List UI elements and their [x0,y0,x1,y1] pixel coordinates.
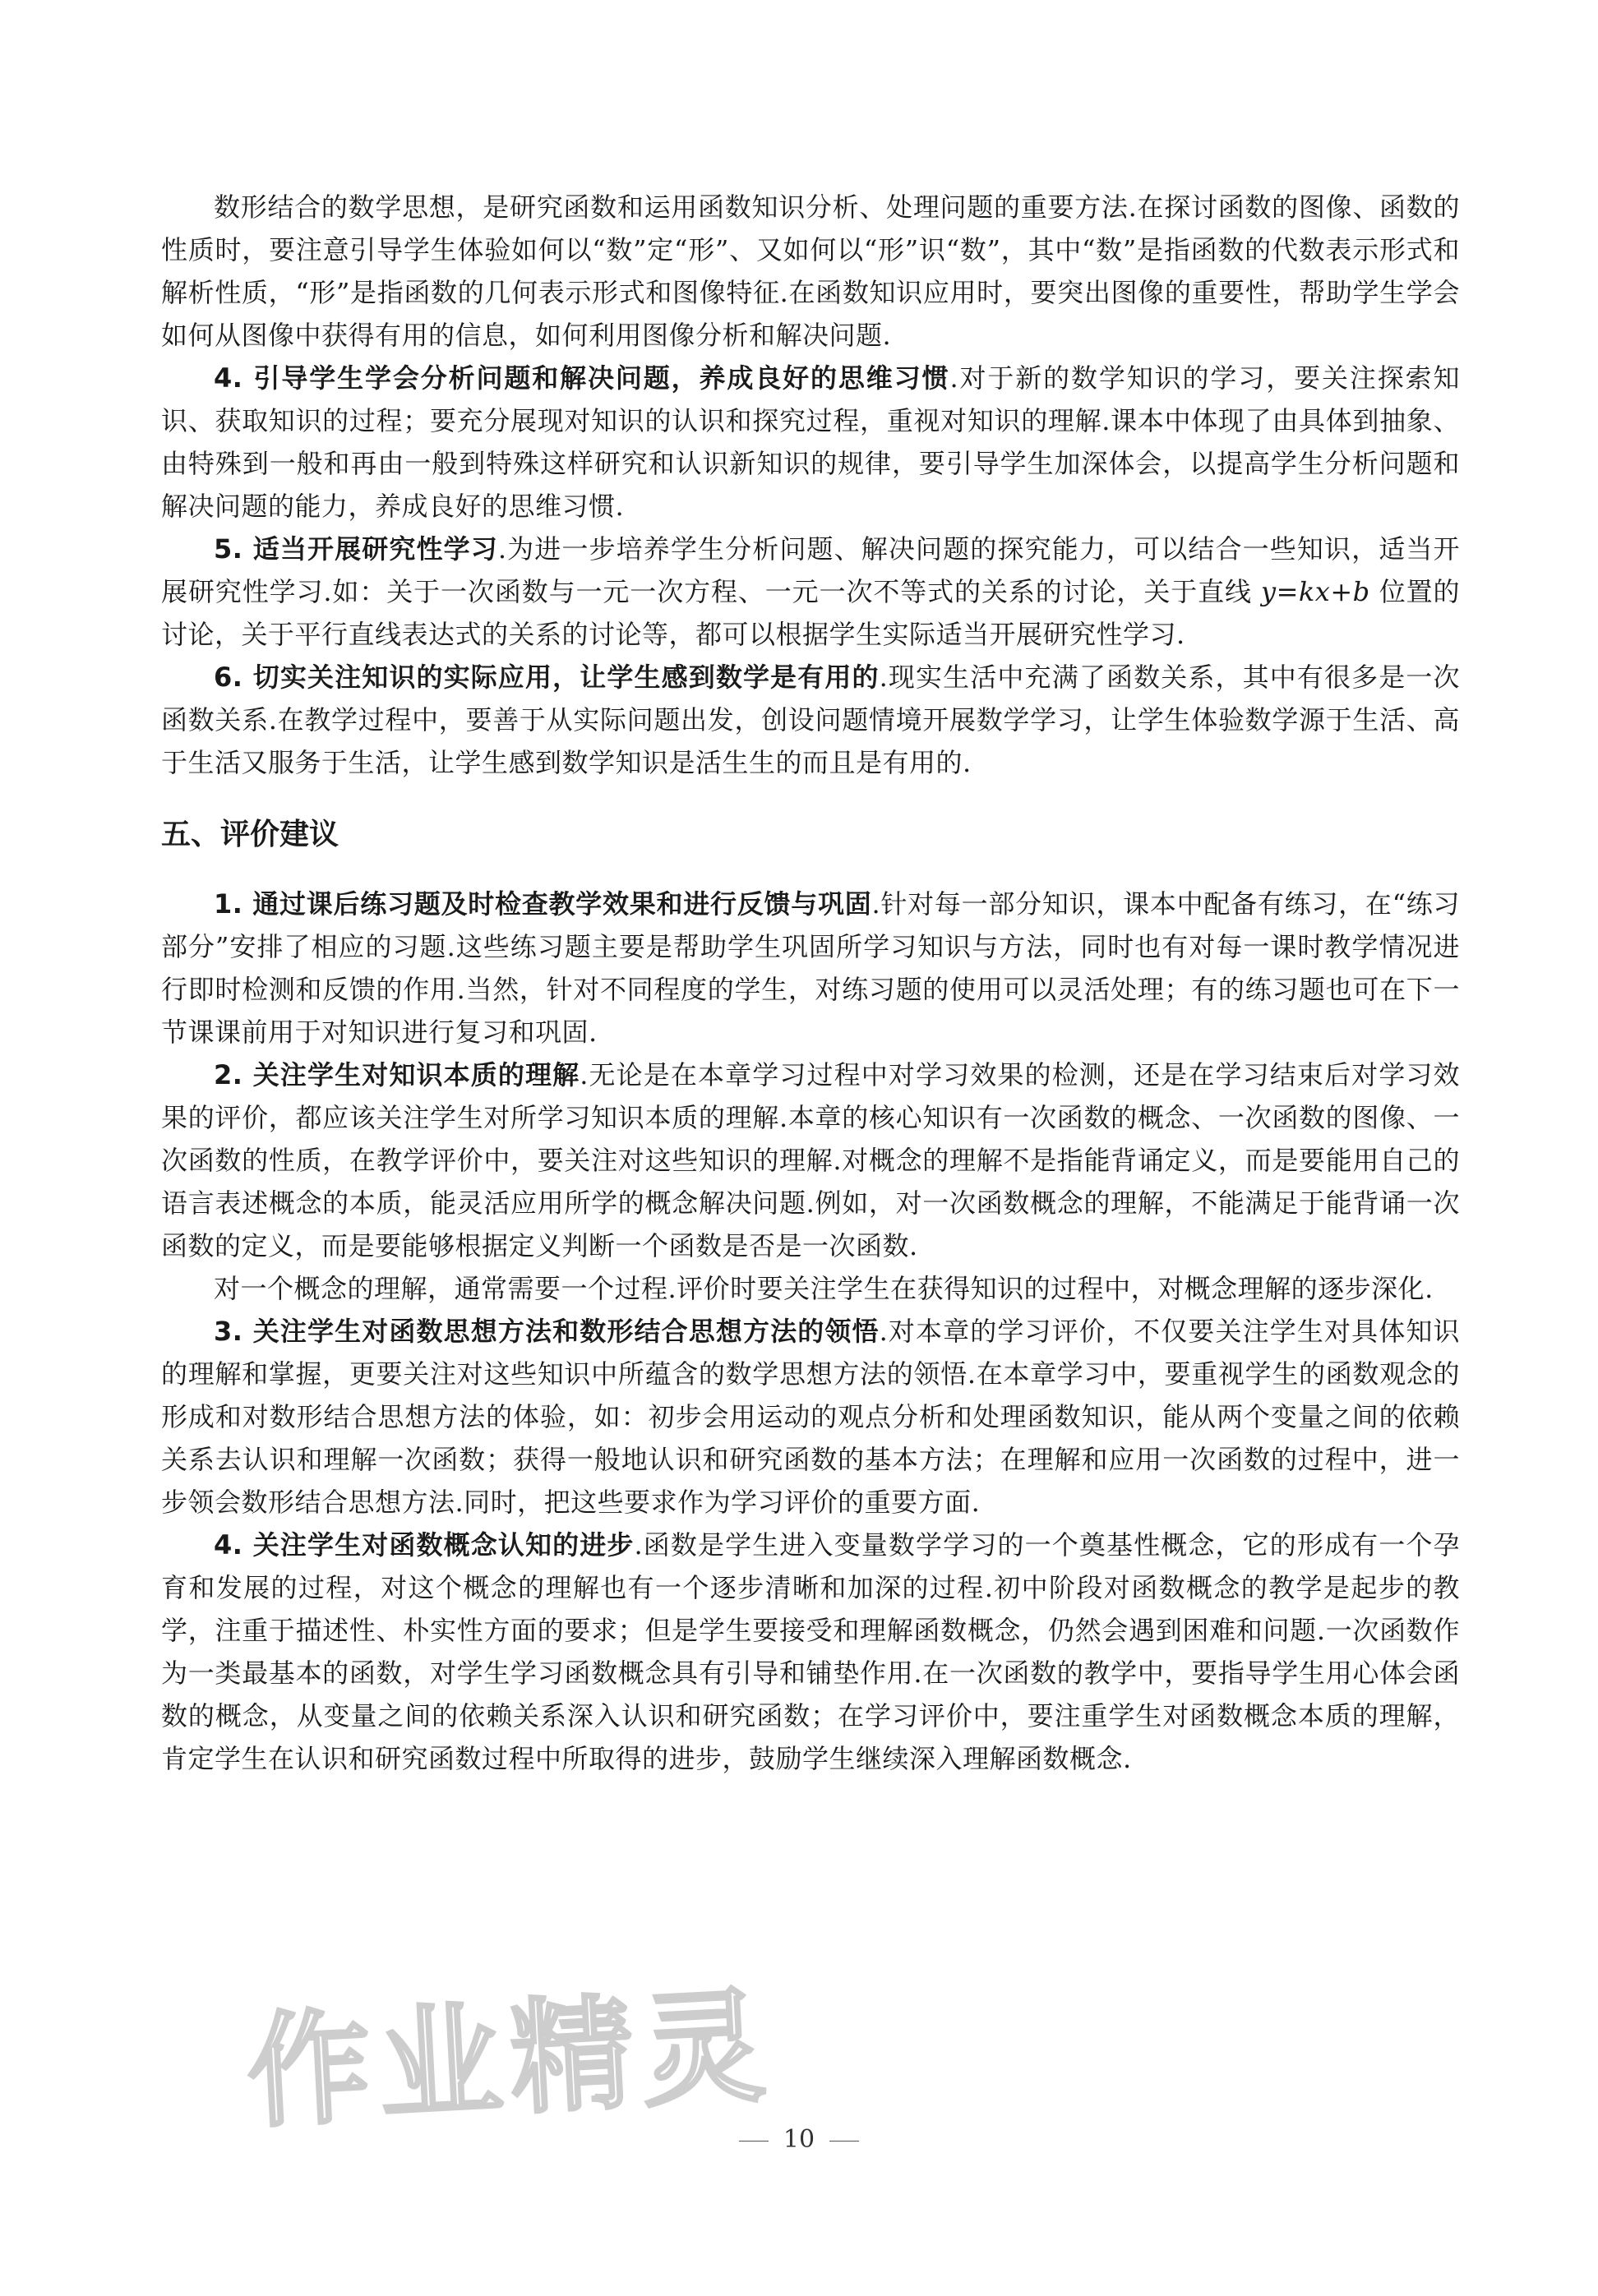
paragraph-eval-1 [161,883,1460,1053]
item-heading: 5. 适当开展研究性学习 [214,533,498,565]
formula: y=kx+b [1261,576,1370,607]
paragraph-item-4 [161,357,1460,528]
item-heading: 4. 引导学生学会分析问题和解决问题，养成良好的思维习惯 [214,362,950,394]
paragraph-number-shape-combination [161,186,1460,357]
watermark-logo: 作业精灵 [243,1975,777,2146]
item-heading: 6. 切实关注知识的实际应用，让学生感到数学是有用的 [214,662,880,693]
paragraph-eval-2 [161,1053,1460,1267]
paragraph-eval-2-continued [161,1267,1460,1310]
page-content [161,186,1460,1780]
page-footer [0,2125,1598,2154]
item-heading: 2. 关注学生对知识本质的理解 [214,1059,580,1090]
item-heading: 4. 关注学生对函数概念认知的进步 [214,1529,635,1561]
paragraph-text: .针对每一部分知识，课本中配备有练习，在“练习部分”安排了相应的习题.这些练习题主要是帮助学生巩固所学习知识与方法，同时也有对每一课时教学情况进行即时检测和反馈的作用.当然，针对不同程度的学生，对练习题的使用可以灵活处理；有的练习题也可在下一节课课前用于对知识进行复习和巩固. [161,888,1460,1048]
paragraph-text: 位置的讨论，关于平行直线表达式的关系的讨论等，都可以根据学生实际适当开展研究性学习. [161,576,1460,650]
paragraph-text: 对一个概念的理解，通常需要一个过程.评价时要关注学生在获得知识的过程中，对概念理解的逐步深化. [214,1273,1434,1304]
paragraph-text: .对于新的数学知识的学习，要关注探索知识、获取知识的过程；要充分展现对知识的认识和探究过程，重视对知识的理解.课本中体现了由具体到抽象、由特殊到一般和再由一般到特殊这样研究和认识新知识的规律，要引导学生加深体会，以提高学生分析问题和解决问题的能力，养成良好的思维习惯. [161,362,1460,522]
item-heading: 1. 通过课后练习题及时检查教学效果和进行反馈与巩固 [214,888,872,920]
paragraph-text: 数形结合的数学思想，是研究函数和运用函数知识分析、处理问题的重要方法.在探讨函数的图像、函数的性质时，要注意引导学生体验如何以“数”定“形”、又如何以“形”识“数”，其中“数”是指函数的代数表示形式和解析性质，“形”是指函数的几何表示形式和图像特征.在函数知识应用时，要突出图像的重要性，帮助学生学会如何从图像中获得有用的信息，如何利用图像分析和解决问题. [161,191,1460,351]
paragraph-text: .现实生活中充满了函数关系，其中有很多是一次函数关系.在教学过程中，要善于从实际问题出发，创设问题情境开展数学学习，让学生体验数学源于生活、高于生活又服务于生活，让学生感到数学知识是活生生的而且是有用的. [161,662,1460,778]
paragraph-eval-3 [161,1310,1460,1524]
paragraph-item-5 [161,528,1460,656]
dash-decoration [829,2141,859,2142]
paragraph-text: .对本章的学习评价，不仅要关注学生对具体知识的理解和掌握，更要关注对这些知识中所蕴含的数学思想方法的领悟.在本章学习中，要重视学生的函数观念的形成和对数形结合思想方法的体验，如：初步会用运动的观点分析和处理函数知识，能从两个变量之间的依赖关系去认识和理解一次函数；获得一般地认识和研究函数的基本方法；在理解和应用一次函数的过程中，进一步领会数形结合思想方法.同时，把这些要求作为学习评价的重要方面. [161,1316,1460,1518]
paragraph-text: .无论是在本章学习过程中对学习效果的检测，还是在学习结束后对学习效果的评价，都应该关注学生对所学习知识本质的理解.本章的核心知识有一次函数的概念、一次函数的图像、一次函数的性质，在教学评价中，要关注对这些知识的理解.对概念的理解不是指能背诵定义，而是要能用自己的语言表述概念的本质，能灵活应用所学的概念解决问题.例如，对一次函数概念的理解，不能满足于能背诵一次函数的定义，而是要能够根据定义判断一个函数是否是一次函数. [161,1059,1460,1261]
item-heading: 3. 关注学生对函数思想方法和数形结合思想方法的领悟 [214,1316,880,1347]
paragraph-item-6 [161,656,1460,784]
page-number: 10 [783,2125,815,2154]
paragraph-eval-4 [161,1524,1460,1780]
section-title: 五、评价建议 [161,818,339,851]
paragraph-text: .为进一步培养学生分析问题、解决问题的探究能力，可以结合一些知识，适当开展研究性学习.如：关于一次函数与一元一次方程、一元一次不等式的关系的讨论，关于直线 [161,533,1460,607]
dash-decoration [739,2141,769,2142]
paragraph-text: .函数是学生进入变量数学学习的一个奠基性概念，它的形成有一个孕育和发展的过程，对这个概念的理解也有一个逐步清晰和加深的过程.初中阶段对函数概念的教学是起步的教学，注重于描述性、朴实性方面的要求；但是学生要接受和理解函数概念，仍然会遇到困难和问题.一次函数作为一类最基本的函数，对学生学习函数概念具有引导和铺垫作用.在一次函数的教学中，要指导学生用心体会函数的概念，从变量之间的依赖关系深入认识和研究函数；在学习评价中，要注重学生对函数概念本质的理解，肯定学生在认识和研究函数过程中所取得的进步，鼓励学生继续深入理解函数概念. [161,1529,1460,1774]
